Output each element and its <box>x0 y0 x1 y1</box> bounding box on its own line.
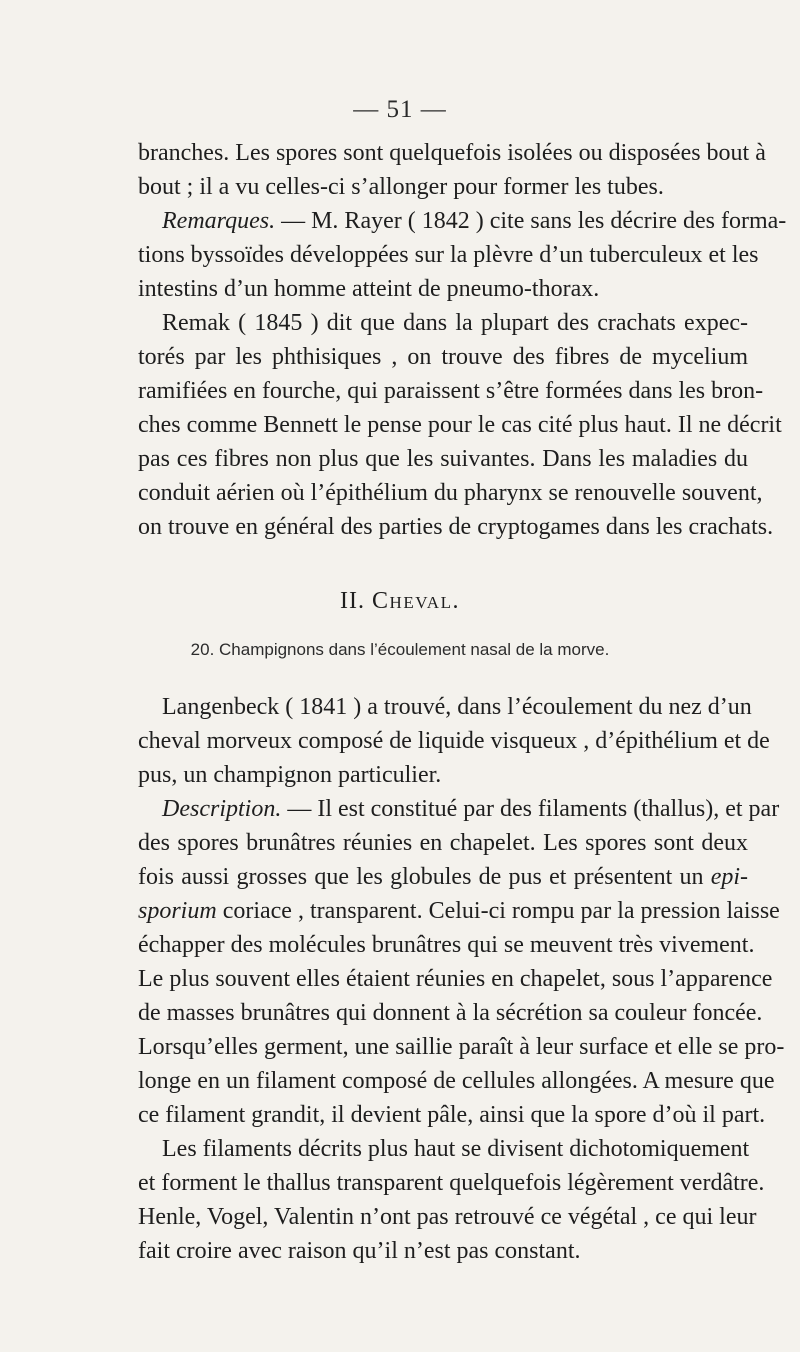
text-line: de masses brunâtres qui donnent à la sécrétion sa couleur foncée. <box>138 1000 763 1026</box>
section-title: Cheval. <box>372 588 460 614</box>
text-line: pas ces fibres non plus que les suivantes. Dans les maladies du <box>138 446 748 472</box>
text-line: échapper des molécules brunâtres qui se meuvent très vivement. <box>138 932 755 958</box>
remarques-text: — M. Rayer ( 1842 ) cite sans les décrire des forma- <box>275 208 787 234</box>
text-line: et forment le thallus transparent quelquefois légèrement verdâtre. <box>138 1170 765 1196</box>
section-heading <box>0 588 800 615</box>
text-line: fait croire avec raison qu’il n’est pas constant. <box>138 1238 581 1264</box>
text-line: ramifiées en fourche, qui paraissent s’être formées dans les bron- <box>138 378 764 404</box>
episporium-line-2 <box>138 894 780 928</box>
subsection-heading: 20. Champignons dans l’écoulement nasal de la morve. <box>190 640 610 659</box>
text-line: Lorsqu’elles germent, une saillie paraît à leur surface et elle se pro- <box>138 1034 785 1060</box>
text-line: des spores brunâtres réunies en chapelet. Les spores sont deux <box>138 830 748 856</box>
text-line: Langenbeck ( 1841 ) a trouvé, dans l’écoulement du nez d’un <box>162 694 752 720</box>
text-line: on trouve en général des parties de cryptogames dans les crachats. <box>138 514 774 540</box>
text-line: cheval morveux composé de liquide visqueux , d’épithélium et de <box>138 728 770 754</box>
remarques-label: Remarques. <box>162 208 276 234</box>
text-line: intestins d’un homme atteint de pneumo-thorax. <box>138 276 600 302</box>
remarques-line <box>162 204 787 238</box>
description-text: — Il est constitué par des filaments (thallus), et par <box>281 796 780 822</box>
italic-term: epi- <box>710 864 748 890</box>
text-line: torés par les phthisiques , on trouve des fibres de mycelium <box>138 344 748 370</box>
text-line: conduit aérien où l’épithélium du pharynx se renouvelle souvent, <box>138 480 763 506</box>
text-fragment: fois aussi grosses que les globules de pus et présentent un <box>138 864 711 890</box>
text-line: Les filaments décrits plus haut se divisent dichotomiquement <box>162 1136 750 1162</box>
text-fragment: coriace , transparent. Celui-ci rompu par la pression laisse <box>216 898 780 924</box>
italic-term: sporium <box>138 898 217 924</box>
text-line: bout ; il a vu celles-ci s’allonger pour former les tubes. <box>138 174 664 200</box>
section-numeral: II. <box>340 588 366 614</box>
text-line: Henle, Vogel, Valentin n’ont pas retrouvé ce végétal , ce qui leur <box>138 1204 757 1230</box>
text-line: ches comme Bennett le pense pour le cas cité plus haut. Il ne décrit <box>138 412 782 438</box>
text-line: tions byssoïdes développées sur la plèvre d’un tuberculeux et les <box>138 242 759 268</box>
description-label: Description. <box>162 796 282 822</box>
episporium-line-1 <box>138 860 748 894</box>
text-line: Remak ( 1845 ) dit que dans la plupart des crachats expec- <box>162 310 748 336</box>
text-line: longe en un filament composé de cellules allongées. A mesure que <box>138 1068 775 1094</box>
text-line: branches. Les spores sont quelquefois isolées ou disposées bout à <box>138 140 766 166</box>
text-line: Le plus souvent elles étaient réunies en chapelet, sous l’apparence <box>138 966 773 992</box>
description-line <box>162 792 780 826</box>
page-number: — 51 — <box>353 96 447 123</box>
text-line: ce filament grandit, il devient pâle, ainsi que la spore d’où il part. <box>138 1102 766 1128</box>
text-line: pus, un champignon particulier. <box>138 762 442 788</box>
